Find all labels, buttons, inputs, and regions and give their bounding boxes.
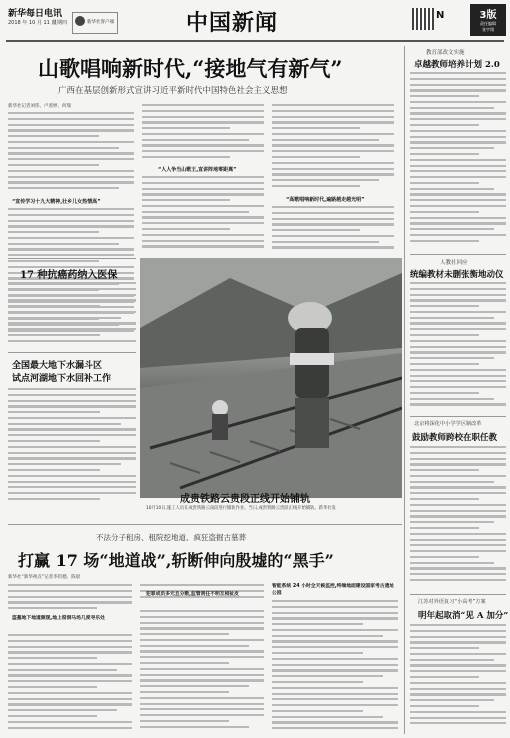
bottom-kicker: 不法分子租房、租院挖地道、疯狂盗掘古墓葬 — [96, 533, 246, 542]
bottom-intertitle-2: 犯罪成员多元且分散,监管责任不明互相扯皮 — [146, 592, 239, 597]
sidebar-story2-title-2: 试点河湖地下水回补工作 — [12, 374, 112, 384]
client-site-label: 新华社客户端 — [87, 20, 114, 25]
sidebar-story2-body — [8, 388, 136, 508]
bottom-column-3 — [272, 600, 398, 734]
bottom-headline: 打赢 17 场“地道战”,斩断伸向殷墟的“黑手” — [18, 551, 334, 570]
sidebar-story-title: 17 种抗癌药纳入医保 — [20, 270, 118, 281]
lead-intertitle-3: “高歌唱响新时代,遍路越走越光明” — [286, 197, 365, 203]
editor-name: 张宇翔 — [482, 27, 494, 32]
xinhua-logo-icon — [75, 16, 85, 26]
lead-subhead: 广西在基层创新形式宣讲习近平新时代中国特色社会主义思想 — [58, 86, 288, 96]
bottom-divider — [8, 524, 402, 525]
sidebar-story2-title-1: 全国最大地下水漏斗区 — [12, 361, 103, 371]
right-title-3: 鼓励教师跨校在职任教 — [412, 433, 498, 443]
bottom-column-1b — [8, 634, 132, 734]
right-label-1: 教育部改文实施 — [426, 50, 465, 56]
sidebar-divider-2 — [8, 352, 136, 353]
masthead-rule — [6, 40, 504, 42]
client-badge — [72, 12, 118, 34]
page-badge — [470, 4, 506, 36]
right-divider-1 — [410, 254, 506, 255]
railway-photo-svg — [140, 258, 402, 498]
bottom-column-2b — [140, 610, 264, 734]
right-label-3: 北京将深化中小学学区制改革 — [414, 421, 482, 427]
bottom-intertitle-3: 智能系统 24 小时全天候监控,终端地面建设国家考古遗址公园 — [272, 584, 395, 596]
lead-headline: 山歌唱响新时代,“接地气有新气” — [38, 56, 343, 81]
sidebar-story-body — [8, 282, 136, 348]
right-title-1: 卓越教师培养计划 2.0 — [414, 60, 500, 70]
lead-column-3 — [272, 104, 394, 192]
lead-column-1 — [8, 112, 134, 196]
bottom-intertitle-1: 盗墓地下地道频现,地上窑洞马场几度寻乐处 — [12, 616, 105, 621]
right-column-rule — [404, 46, 405, 734]
right-divider-3 — [410, 594, 506, 595]
lead-column-2b — [142, 176, 264, 256]
bottom-column-1 — [8, 584, 132, 614]
right-title-4: 明年起取消“见 A 加分” — [418, 611, 509, 621]
right-body-1 — [410, 72, 506, 250]
railway-photo — [140, 258, 402, 498]
right-label-2: 人教社回应 — [440, 260, 468, 266]
lead-intertitle-2: “人人争当山歌王,宣讲阵地零距离” — [158, 167, 237, 173]
brand-mark: N — [436, 10, 445, 21]
photo-caption-title: 成贵铁路云贵段正线开始铺轨 — [180, 494, 310, 505]
masthead — [0, 0, 510, 40]
section-title: 中国新闻 — [186, 10, 279, 36]
photo-caption-text: 10月10日,施工人员在成贵铁路云南段进行铺轨作业。当日,成贵铁路云贵段正线开始铺轨。新华社发 — [146, 506, 336, 511]
page-number: 3版 — [479, 10, 497, 21]
issue-date: 2018 年 10 月 11 日 — [8, 20, 57, 26]
right-body-2 — [410, 282, 506, 412]
right-body-3 — [410, 446, 506, 588]
qr-code-icon — [412, 8, 434, 30]
lead-column-2 — [142, 104, 264, 162]
paper-name: 新华每日电讯 — [8, 9, 63, 19]
lead-intertitle-1: “宣传学习十九大精神,壮乡儿女热情高” — [12, 199, 101, 205]
issue-weekday: 星期四 — [52, 20, 68, 26]
lead-byline: 新华社记者刘伟、卢羡婷、何瑞 — [8, 104, 71, 109]
right-divider-2 — [410, 416, 506, 417]
right-body-4 — [410, 624, 506, 734]
lead-column-3b — [272, 206, 394, 256]
right-title-2: 统编教材未删张衡地动仪 — [410, 270, 504, 280]
sidebar-divider — [8, 258, 136, 259]
bottom-byline: 新华社“新华视点”记者李钧德、陈晨 — [8, 575, 81, 580]
right-label-4: 江苏对外语复习“小高考”方案 — [418, 599, 486, 605]
editor-label: 责任编辑 — [480, 21, 496, 26]
